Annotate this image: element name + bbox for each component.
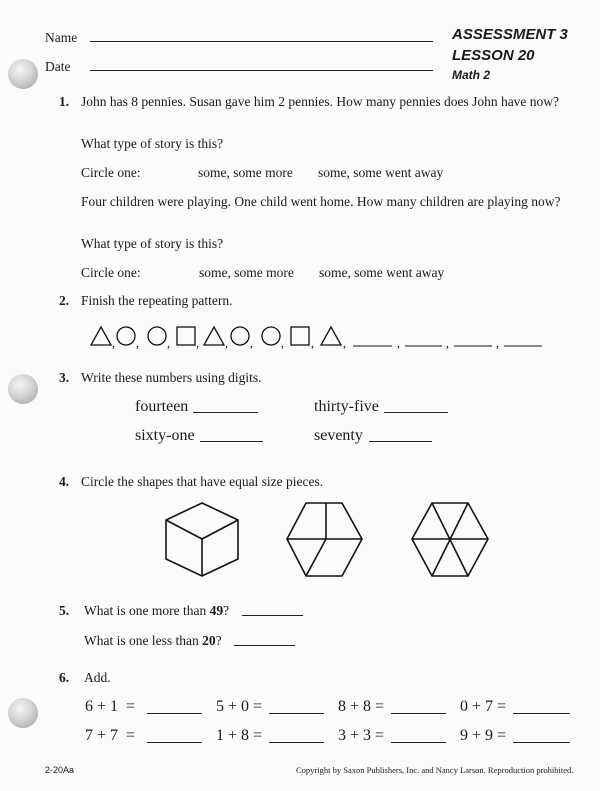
q3-answer-sixty-one[interactable]: [200, 441, 263, 442]
add-2-4-answer[interactable]: [513, 742, 570, 743]
q1-option1a[interactable]: some, some more: [198, 165, 293, 180]
q2-text: Finish the repeating pattern.: [81, 293, 233, 308]
q5-line1: [84, 603, 229, 619]
q5-line2-number: 20: [202, 633, 216, 648]
pattern-shape-3-circle-icon: [148, 327, 166, 345]
add-1-1-answer[interactable]: [147, 713, 202, 714]
q1-story1: John has 8 pennies. Susan gave him 2 pennies. How many pennies does John have now?: [81, 94, 560, 109]
pattern-shape-7-circle-icon: [262, 327, 280, 345]
add-1-2-answer[interactable]: [269, 713, 324, 714]
svg-text:,: ,: [343, 336, 346, 350]
svg-text:,: ,: [496, 336, 499, 350]
add-1-1: 6 + 1 =: [85, 698, 136, 715]
name-field[interactable]: [90, 41, 433, 42]
q4-hexagons: [160, 500, 500, 580]
q1-circle1: Circle one:: [81, 165, 141, 180]
q3-word-seventy: seventy: [314, 427, 363, 444]
punch-hole-middle: [8, 374, 38, 404]
pattern-comma-2: [136, 336, 139, 350]
pattern-row: [85, 320, 555, 354]
pattern-shape-4-square-icon: [177, 327, 195, 345]
q1-story2: Four children were playing. One child went home. How many children are playing now?: [81, 194, 561, 209]
svg-text:,: ,: [311, 336, 314, 350]
course-title: Math 2: [452, 68, 491, 82]
pattern-comma-6: [250, 336, 253, 350]
pattern-comma-10: [397, 336, 400, 350]
pattern-comma-7: [281, 336, 284, 350]
punch-hole-bottom: [8, 698, 38, 728]
date-field[interactable]: [90, 70, 433, 71]
q5-answer-1[interactable]: [242, 615, 303, 616]
add-1-3-answer[interactable]: [391, 713, 446, 714]
q3-answer-seventy[interactable]: [369, 441, 432, 442]
pattern-shape-9-triangle-icon: [321, 327, 341, 345]
pattern-comma-12: [496, 336, 499, 350]
add-2-1: 7 + 7 =: [85, 727, 136, 744]
svg-text:,: ,: [225, 336, 228, 350]
add-1-2: 5 + 0 =: [216, 698, 263, 715]
add-2-3-answer[interactable]: [391, 742, 446, 743]
svg-text:,: ,: [136, 336, 139, 350]
pattern-comma-8: [311, 336, 314, 350]
add-2-4: 9 + 9 =: [460, 727, 507, 744]
pattern-shape-2-circle-icon: [117, 327, 135, 345]
add-1-3: 8 + 8 =: [338, 698, 385, 715]
pattern-comma-11: [446, 336, 449, 350]
q3-word-fourteen: fourteen: [135, 398, 189, 415]
svg-text:,: ,: [112, 336, 115, 350]
lesson-title: LESSON 20: [452, 47, 535, 64]
pattern-shape-6-circle-icon: [231, 327, 249, 345]
add-2-2-answer[interactable]: [269, 742, 324, 743]
footer-code: 2-20Aa: [45, 765, 75, 775]
q2-number: 2.: [59, 293, 70, 308]
q1-option1b[interactable]: some, some went away: [318, 165, 444, 180]
q5-line1-number: 49: [209, 603, 224, 618]
svg-text:,: ,: [196, 336, 199, 350]
q5-line1-mark: ?: [223, 603, 230, 618]
q6-number: 6.: [59, 670, 70, 685]
q1-number: 1.: [59, 94, 70, 109]
q5-line2-text: What is one less than: [84, 633, 203, 648]
footer-copyright: Copyright by Saxon Publishers, Inc. and Nancy Larson. Reproduction prohibited.: [296, 765, 574, 775]
q5-line2-mark: ?: [215, 633, 222, 648]
q5-line2: [84, 633, 222, 649]
q3-word-thirty-five: thirty-five: [314, 398, 379, 415]
add-2-3: 3 + 3 =: [338, 727, 385, 744]
q3-text: Write these numbers using digits.: [81, 370, 262, 385]
pattern-comma-3: [167, 336, 170, 350]
pattern-shape-5-triangle-icon: [204, 327, 224, 345]
pattern-comma-5: [225, 336, 228, 350]
hexagon-unequal-shape[interactable]: [287, 503, 362, 576]
date-label: Date: [45, 59, 71, 74]
q5-number: 5.: [59, 603, 70, 618]
add-2-2: 1 + 8 =: [216, 727, 263, 744]
add-1-4-answer[interactable]: [513, 713, 570, 714]
q5-answer-2[interactable]: [234, 645, 295, 646]
q1-option2a[interactable]: some, some more: [199, 265, 294, 280]
hexagon-sixths-shape[interactable]: [412, 503, 488, 576]
add-2-1-answer[interactable]: [147, 742, 202, 743]
assessment-title: ASSESSMENT 3: [452, 26, 568, 43]
q4-number: 4.: [59, 474, 70, 489]
svg-text:,: ,: [250, 336, 253, 350]
pattern-shape-8-square-icon: [291, 327, 309, 345]
pattern-shape-1-triangle-icon: [91, 327, 111, 345]
pattern-comma-9: [343, 336, 346, 350]
svg-text:,: ,: [397, 336, 400, 350]
svg-text:,: ,: [167, 336, 170, 350]
svg-text:,: ,: [281, 336, 284, 350]
q1-circle2: Circle one:: [81, 265, 141, 280]
punch-hole-top: [8, 59, 38, 89]
q3-word-sixty-one: sixty-one: [135, 427, 195, 444]
q3-number: 3.: [59, 370, 70, 385]
q5-line1-text: What is one more than: [84, 603, 210, 618]
pattern-comma-4: [196, 336, 199, 350]
q3-answer-thirty-five[interactable]: [384, 412, 448, 413]
name-label: Name: [45, 30, 78, 45]
hexagon-cube-shape[interactable]: [166, 503, 238, 576]
svg-text:,: ,: [446, 336, 449, 350]
q6-text: Add.: [84, 670, 111, 685]
q3-answer-fourteen[interactable]: [193, 412, 258, 413]
pattern-comma-1: [112, 336, 115, 350]
add-1-4: 0 + 7 =: [460, 698, 507, 715]
q1-prompt1: What type of story is this?: [81, 136, 224, 151]
q1-prompt2: What type of story is this?: [81, 236, 224, 251]
q4-text: Circle the shapes that have equal size pieces.: [81, 474, 324, 489]
q1-option2b[interactable]: some, some went away: [319, 265, 445, 280]
